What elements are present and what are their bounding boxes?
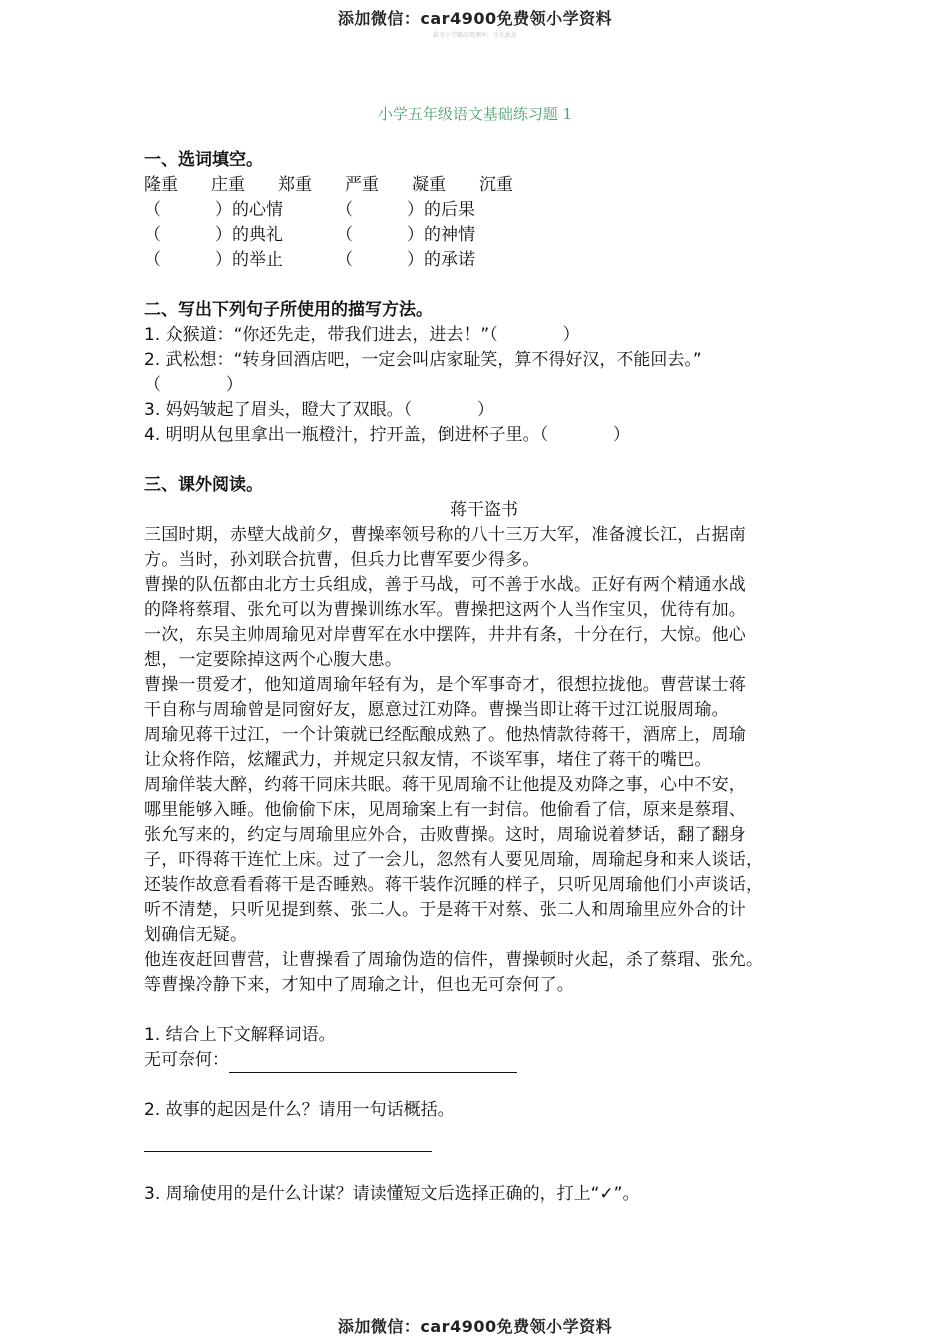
- fill-blank-item[interactable]: （ ）的举止: [144, 250, 284, 270]
- question-3-1-answer-row: [144, 1048, 824, 1073]
- story-line: 干自称与周瑜曾是同窗好友，愿意过江劝降。曹操当即让蒋干过江说服周瑜。: [144, 700, 729, 720]
- question-3-2: 2. 故事的起因是什么？请用一句话概括。: [144, 1100, 455, 1120]
- fill-blank-item[interactable]: （ ）的神情: [336, 225, 476, 245]
- story-line: 曹操的队伍都由北方士兵组成，善于马战，可不善于水战。正好有两个精通水战: [144, 575, 746, 595]
- fill-blank-item[interactable]: （ ）的典礼: [144, 225, 284, 245]
- term-label: 无可奈何：: [144, 1050, 229, 1070]
- word-option: 郑重: [278, 175, 312, 195]
- question-3-1: 1. 结合上下文解释词语。: [144, 1025, 336, 1045]
- word-option: 凝重: [412, 175, 446, 195]
- story-line: 周瑜佯装大醉，约蒋干同床共眠。蒋干见周瑜不让他提及劝降之事，心中不安，: [144, 775, 746, 795]
- word-option: 隆重: [144, 175, 178, 195]
- story-line: 一次，东吴主帅周瑜见对岸曹军在水中摆阵，井井有条，十分在行，大惊。他心: [144, 625, 746, 645]
- section1-heading: 一、选词填空。: [144, 150, 263, 170]
- story-line: 哪里能够入睡。他偷偷下床，见周瑜案上有一封信。他偷看了信，原来是蔡瑁、: [144, 800, 746, 820]
- story-line: 的降将蔡瑁、张允可以为曹操训练水军。曹操把这两个人当作宝贝，优待有加。: [144, 600, 746, 620]
- fill-blank-item[interactable]: （ ）的后果: [336, 200, 476, 220]
- footer-banner: 添加微信：car4900免费领小学资料: [337, 1317, 613, 1336]
- story-line: 三国时期，赤壁大战前夕，曹操率领号称的八十三万大军，准备渡长江，占据南: [144, 525, 746, 545]
- story-text: [144, 523, 824, 998]
- story-line: 划确信无疑。: [144, 925, 248, 945]
- worksheet-body: [144, 148, 824, 1207]
- question-2-3[interactable]: 3. 妈妈皱起了眉头，瞪大了双眼。（ ）: [144, 400, 494, 420]
- story-line: 周瑜见蒋干过江，一个计策就已经酝酿成熟了。他热情款待蒋干，酒席上，周瑜: [144, 725, 746, 745]
- story-line: 想，一定要除掉这两个心腹大患。: [144, 650, 402, 670]
- story-line: 他连夜赶回曹营，让曹操看了周瑜伪造的信件，曹操顿时火起，杀了蔡瑁、张允。: [144, 950, 764, 970]
- word-bank: [144, 173, 824, 198]
- word-option: 沉重: [479, 175, 513, 195]
- story-line: 曹操一贯爱才，他知道周瑜年轻有为，是个军事奇才，很想拉拢他。曹营谋士蒋: [144, 675, 746, 695]
- section3-heading: 三、课外阅读。: [144, 475, 263, 495]
- story-line: 还装作故意看看蒋干是否睡熟。蒋干装作沉睡的样子，只听见周瑜他们小声谈话，: [144, 875, 764, 895]
- fill-blank-item[interactable]: （ ）的心情: [144, 200, 284, 220]
- question-2-1[interactable]: 1. 众猴道：“你还先走，带我们进去，进去！”（ ）: [144, 325, 580, 345]
- word-option: 庄重: [211, 175, 245, 195]
- question-2-2: 2. 武松想：“转身回酒店吧，一定会叫店家耻笑，算不得好汉，不能回去。”: [144, 350, 702, 370]
- story-title: 蒋干盗书: [450, 500, 518, 520]
- question-2-2-blank[interactable]: （ ）: [144, 375, 243, 395]
- fill-row: [144, 248, 824, 273]
- fill-blank-item[interactable]: （ ）的承诺: [336, 250, 476, 270]
- story-line: 听不清楚，只听见提到蔡、张二人。于是蒋干对蔡、张二人和周瑜里应外合的计: [144, 900, 746, 920]
- story-line: 张允写来的，约定与周瑜里应外合，击败曹操。这时，周瑜说着梦话，翻了翻身: [144, 825, 746, 845]
- word-option: 严重: [345, 175, 379, 195]
- answer-line[interactable]: [229, 1052, 517, 1073]
- story-line: 让众将作陪，炫耀武力，并规定只叙友情，不谈军事，堵住了蒋干的嘴巴。: [144, 750, 712, 770]
- question-3-3: 3. 周瑜使用的是什么计谋？请读懂短文后选择正确的，打上“✓”。: [144, 1184, 640, 1204]
- question-2-4[interactable]: 4. 明明从包里拿出一瓶橙汁，拧开盖，倒进杯子里。（ ）: [144, 425, 630, 445]
- faint-watermark-text: 最全小学精品资源库，尽在此处: [432, 32, 517, 39]
- story-line: 方。当时，孙刘联合抗曹，但兵力比曹军要少得多。: [144, 550, 540, 570]
- section2-heading: 二、写出下列句子所使用的描写方法。: [144, 300, 433, 320]
- story-line: 等曹操冷静下来，才知中了周瑜之计，但也无可奈何了。: [144, 975, 574, 995]
- story-line: 子，吓得蒋干连忙上床。过了一会儿，忽然有人要见周瑜，周瑜起身和来人谈话，: [144, 850, 764, 870]
- answer-line[interactable]: [144, 1143, 432, 1152]
- fill-row: [144, 198, 824, 223]
- page-title: 小学五年级语文基础练习题 1: [377, 105, 573, 123]
- header-banner: 添加微信：car4900免费领小学资料: [337, 9, 613, 28]
- fill-row: [144, 223, 824, 248]
